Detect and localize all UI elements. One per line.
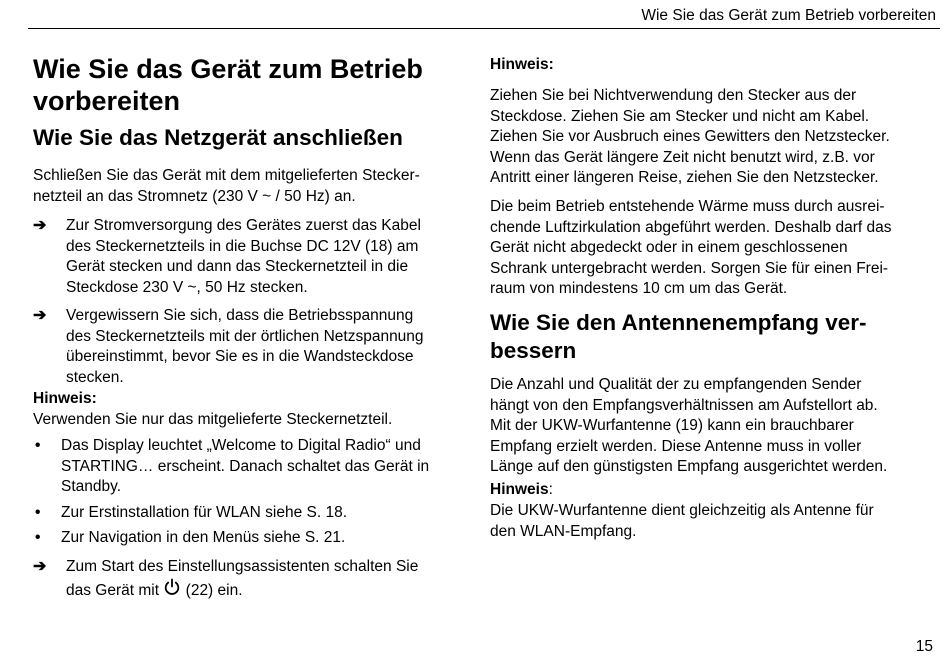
paragraph-line: chende Luftzirkulation abgeführt werden. Deshalb darf das xyxy=(490,218,892,236)
arrow-item-3 xyxy=(33,557,473,601)
note-label: Hinweis: xyxy=(490,56,554,73)
section-title-netzgeraet: Wie Sie das Netzgerät anschließen xyxy=(33,125,403,150)
arrow-item-line: übereinstimmt, bevor Sie es in die Wandsteckdose xyxy=(66,348,414,365)
paragraph-line: Gerät nicht abgedeckt oder in einem geschlossenen xyxy=(490,239,848,256)
arrow-icon: ➔ xyxy=(33,558,47,575)
bullet-item-1 xyxy=(33,436,473,498)
bullet-line: Zur Erstinstallation für WLAN siehe S. 18. xyxy=(61,504,348,521)
arrow-item-2 xyxy=(33,306,473,388)
arrow-icon: ➔ xyxy=(33,307,47,324)
bullet-line: Zur Navigation in den Menüs siehe S. 21. xyxy=(61,529,346,546)
intro-paragraph xyxy=(33,166,473,207)
intro-line: netzteil an das Stromnetz (230 V ~ / 50 Hz) an. xyxy=(33,187,356,205)
arrow-item-line: Steckdose 230 V ~, 50 Hz stecken. xyxy=(66,278,308,296)
note-paragraph xyxy=(490,86,935,189)
bullet-icon: • xyxy=(35,437,41,454)
paragraph-line: Ziehen Sie vor Ausbruch eines Gewitters den Netzstecker. xyxy=(490,128,890,145)
note-label-antenna xyxy=(490,480,553,501)
page-title-line1: Wie Sie das Gerät zum Betrieb xyxy=(33,54,423,84)
paragraph-line: Die beim Betrieb entstehende Wärme muss durch ausrei- xyxy=(490,198,885,215)
paragraph-line: Länge auf den günstigsten Empfang ausgerichtet werden. xyxy=(490,458,888,475)
arrow-item-1 xyxy=(33,216,473,298)
paragraph-line: hängt von den Empfangsverhältnissen am Aufstellort ab. xyxy=(490,396,878,414)
paragraph-line: Die UKW-Wurfantenne dient gleichzeitig als Antenne für xyxy=(490,502,874,519)
note-label: Hinweis: xyxy=(33,390,97,407)
running-header: Wie Sie das Gerät zum Betrieb vorbereiten xyxy=(641,7,936,24)
arrow-item-line: Zum Start des Einstellungsassistenten schalten Sie xyxy=(66,558,419,575)
bullet-line: Das Display leuchtet „Welcome to Digital Radio“ und xyxy=(61,437,421,454)
arrow-item-line: des Steckernetzteils in die Buchse DC 12V (18) am xyxy=(66,237,419,255)
section-title-antenne-line1: Wie Sie den Antennenempfang ver- xyxy=(490,310,867,335)
antenna-paragraph xyxy=(490,375,935,478)
paragraph-line: Antritt einer längeren Reise, ziehen Sie den Netzstecker. xyxy=(490,169,879,186)
arrow-item-line: Gerät stecken und dann das Steckernetzteil in die xyxy=(66,258,409,275)
paragraph-line: Steckdose. Ziehen Sie am Stecker und nicht am Kabel. xyxy=(490,107,870,125)
paragraph-line: Schrank untergebracht werden. Sorgen Sie für einen Frei- xyxy=(490,259,889,277)
paragraph-line: Mit der UKW-Wurfantenne (19) kann ein brauchbarer xyxy=(490,417,854,434)
heat-paragraph xyxy=(490,197,935,300)
page-number: 15 xyxy=(915,638,933,655)
arrow-item-text: (22) ein. xyxy=(185,581,243,599)
power-icon xyxy=(163,578,181,596)
page-title-line2: vorbereiten xyxy=(33,86,181,116)
bullet-icon: • xyxy=(35,529,41,546)
bullet-item-2 xyxy=(33,503,473,524)
note-text: Verwenden Sie nur das mitgelieferte Steckernetzteil. xyxy=(33,411,393,428)
arrow-icon: ➔ xyxy=(33,217,47,234)
paragraph-line: Die Anzahl und Qualität der zu empfangenden Sender xyxy=(490,376,862,393)
section-title-antenne-line2: bessern xyxy=(490,338,577,363)
arrow-item-line: Vergewissern Sie sich, dass die Betriebsspannung xyxy=(66,307,414,324)
intro-line: Schließen Sie das Gerät mit dem mitgelieferten Stecker- xyxy=(33,167,420,184)
header-rule xyxy=(28,28,940,29)
bullet-line: Standby. xyxy=(61,478,122,495)
paragraph-line: Empfang erzielt werden. Diese Antenne muss in voller xyxy=(490,437,862,455)
bullet-line: STARTING… erscheint. Danach schaltet das Gerät in xyxy=(61,457,430,475)
arrow-item-line xyxy=(66,578,473,602)
bullet-icon: • xyxy=(35,504,41,521)
paragraph-line: Wenn das Gerät längere Zeit nicht benutzt wird, z.B. vor xyxy=(490,148,875,166)
bullet-item-3 xyxy=(33,528,473,549)
arrow-item-text: das Gerät mit xyxy=(66,581,160,599)
paragraph-line: raum von mindestens 10 cm um das Gerät. xyxy=(490,280,788,297)
paragraph-line: den WLAN-Empfang. xyxy=(490,522,637,540)
note-label-text: Hinweis xyxy=(490,481,549,498)
antenna-note xyxy=(490,501,935,542)
arrow-item-line: des Steckernetzteils mit der örtlichen Netzspannung xyxy=(66,327,424,345)
arrow-item-line: Zur Stromversorgung des Gerätes zuerst das Kabel xyxy=(66,217,421,234)
arrow-item-line: stecken. xyxy=(66,368,124,386)
note-label-colon: : xyxy=(548,481,553,498)
paragraph-line: Ziehen Sie bei Nichtverwendung den Stecker aus der xyxy=(490,87,857,104)
